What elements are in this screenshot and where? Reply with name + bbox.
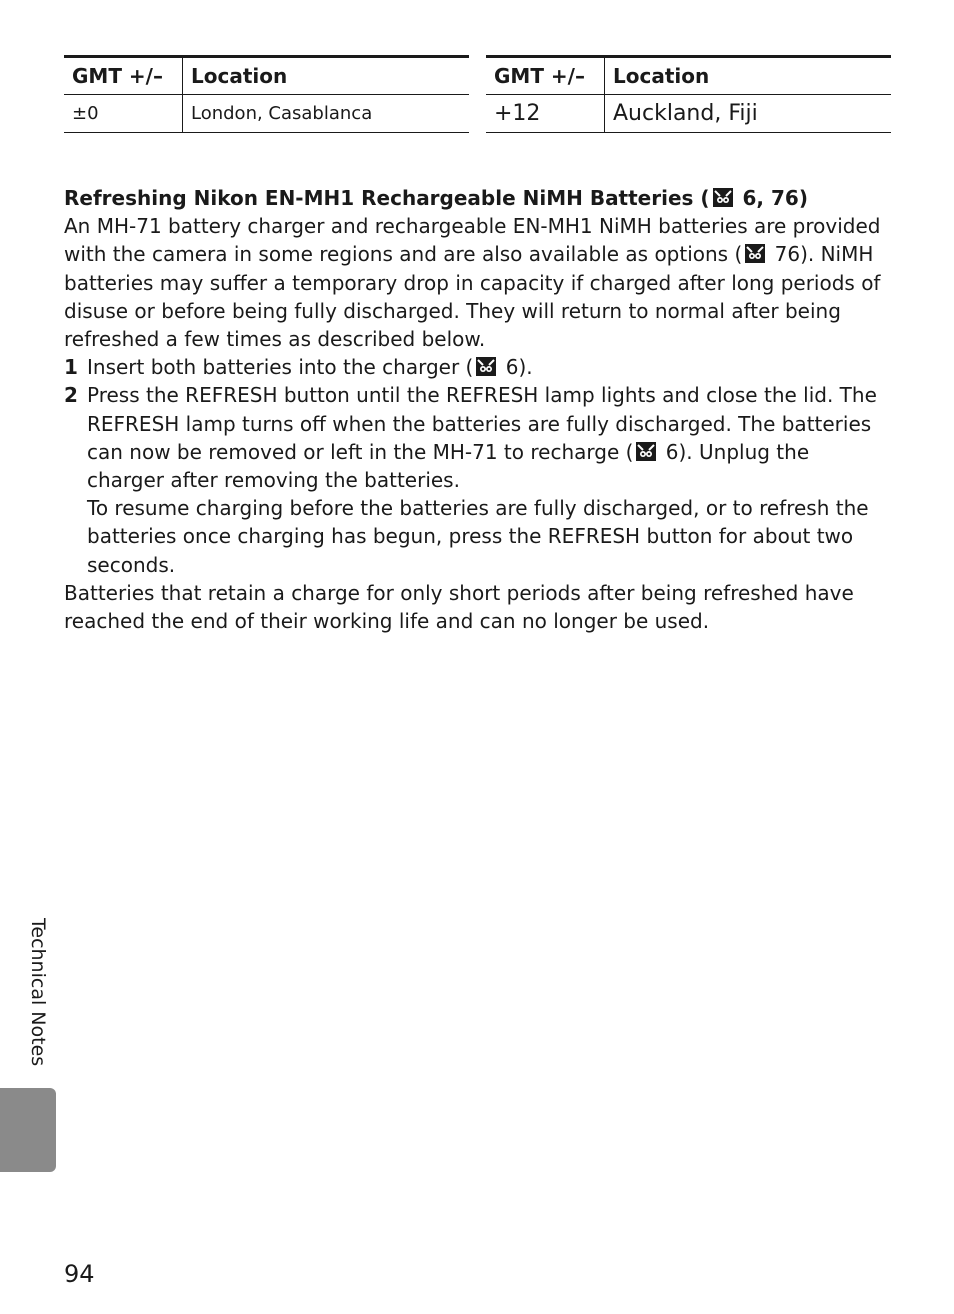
step-number: 1	[64, 355, 78, 380]
location-cell: London, Casablanca	[183, 95, 470, 133]
gmt-offset-cell: ±0	[64, 95, 183, 133]
step-note: To resume charging before the batteries are fully discharged, or to refresh the batteries once charging has begun, press the REFRESH button for about two seconds.	[87, 496, 869, 577]
location-cell: Auckland, Fiji	[605, 95, 892, 133]
table-header-row	[64, 57, 469, 95]
page-number: 94	[64, 1260, 95, 1288]
reference-page-icon	[636, 440, 656, 459]
step-text-2: 6). Unplug the charger after removing the batteries.	[87, 439, 810, 493]
gmt-table-left	[64, 55, 469, 133]
table-row	[486, 95, 891, 133]
reference-page-icon	[713, 186, 733, 205]
column-header-gmt: GMT +/–	[486, 57, 605, 95]
section-side-label: Technical Notes	[27, 918, 49, 1067]
steps-list	[64, 353, 890, 579]
list-item	[64, 381, 890, 578]
intro-text-2: 76). NiMH batteries may suffer a temporary drop in capacity if charged after long periods of disuse or before being fully discharged. They will return to normal after being refreshed a few times as described below.	[64, 242, 881, 352]
column-header-gmt: GMT +/–	[64, 57, 183, 95]
section-title-text: Refreshing Nikon EN-MH1 Rechargeable NiMH Batteries (	[64, 186, 710, 210]
battery-refresh-section	[64, 184, 890, 635]
list-item	[64, 353, 890, 381]
step-text-1: Insert both batteries into the charger (	[87, 355, 474, 380]
section-thumb-tab	[0, 1088, 56, 1172]
column-header-location: Location	[605, 57, 892, 95]
intro-text-1: An MH-71 battery charger and rechargeable EN-MH1 NiMH batteries are provided with the camera in some regions and are also available as options (	[64, 214, 881, 267]
table-header-row	[486, 57, 891, 95]
table-row	[64, 95, 469, 133]
reference-page-icon	[745, 242, 765, 261]
reference-page-icon	[476, 355, 496, 374]
step-number: 2	[64, 383, 78, 408]
section-title-pages: 6, 76)	[735, 186, 808, 210]
gmt-offset-cell: +12	[486, 95, 605, 133]
section-title	[64, 184, 890, 212]
intro-paragraph	[64, 212, 890, 353]
column-header-location: Location	[183, 57, 470, 95]
closing-paragraph: Batteries that retain a charge for only short periods after being refreshed have reached the end of their working life and can no longer be used.	[64, 580, 854, 634]
gmt-table-right	[486, 55, 891, 133]
step-text-1: Press the REFRESH button until the REFRESH lamp lights and close the lid. The REFRESH lamp turns off when the batteries are fully discharged. The batteries can now be removed or left in the MH-71 to recharge (	[87, 383, 877, 464]
step-text-2: 6).	[499, 355, 533, 380]
